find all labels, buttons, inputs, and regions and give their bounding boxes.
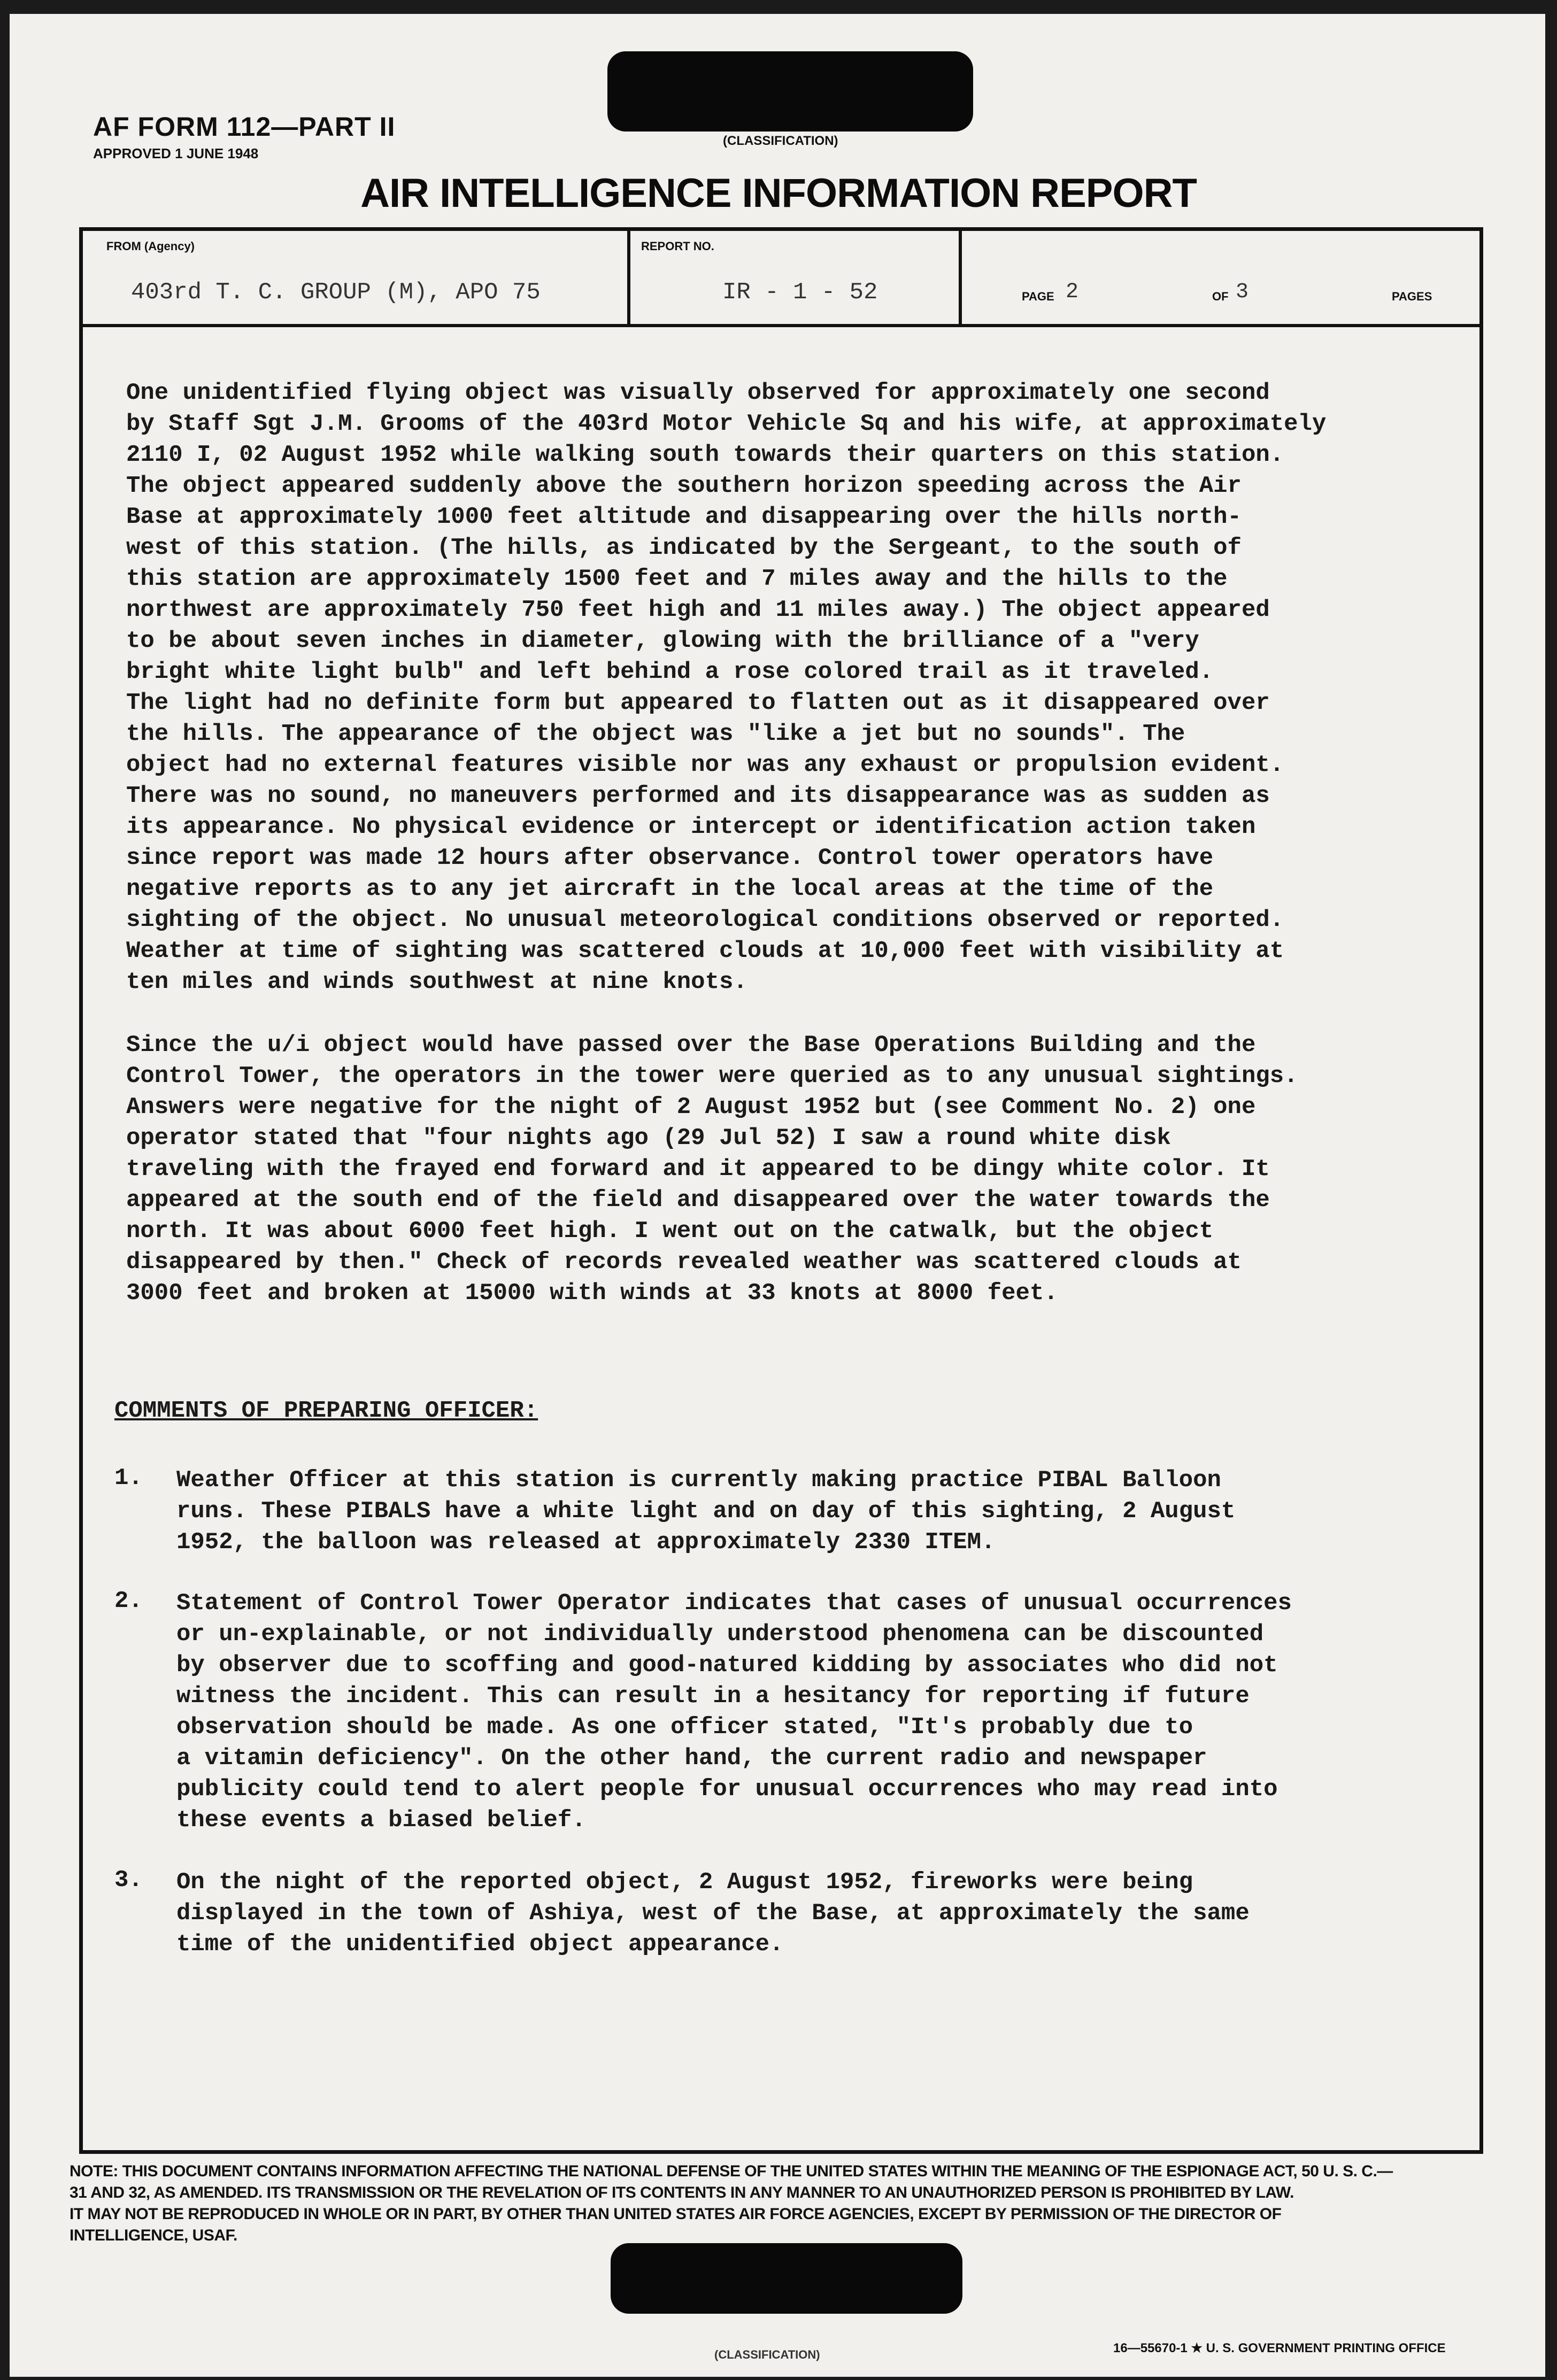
espionage-act-note: NOTE: THIS DOCUMENT CONTAINS INFORMATION AFFECTING THE NATIONAL DEFENSE OF THE UNITED STATES WITHIN THE MEANING OF THE ESPIONAGE ACT, 50 U. S. C.— 31 AND 32, AS AMENDED. ITS TRANSMISSION OR THE REVELATION OF ITS CONTENTS IN ANY MANNER TO AN UNAUTHORIZED PERSON IS PROHIBITED BY LAW. IT MAY NOT BE REPRODUCED IN WHOLE OR IN PART, BY OTHER THAN UNITED STATES AIR FORCE AGENCIES, EXCEPT BY PERMISSION OF THE DIRECTOR OF INTELLIGENCE, USAF. — [70, 2162, 1393, 2244]
classification-label-bottom: (CLASSIFICATION) — [714, 2348, 820, 2361]
form-id: AF FORM 112—PART II — [93, 112, 396, 142]
comment-number-2: 2. — [114, 1588, 143, 1614]
report-title: AIR INTELLIGENCE INFORMATION REPORT — [360, 171, 1197, 216]
comment-text-1: Weather Officer at this station is currently making practice PIBAL Balloon runs. These PIBALS have a white light and on day of this sighting, 2 August 1952, the balloon was released at approximately 2330 ITEM. — [176, 1467, 1236, 1556]
comments-heading: COMMENTS OF PREPARING OFFICER: — [114, 1397, 538, 1424]
comment-number-3: 3. — [114, 1867, 143, 1894]
comment-number-1: 1. — [114, 1465, 143, 1492]
printing-office-info: 16—55670-1 ★ U. S. GOVERNMENT PRINTING OFFICE — [1113, 2341, 1446, 2355]
report-header-row — [83, 231, 1479, 327]
of-value: 3 — [1236, 280, 1249, 304]
body-paragraph-1: One unidentified flying object was visually observed for approximately one second by Staff Sgt J.M. Grooms of the 403rd Motor Vehicle Sq and his wife, at approximately 2110 I, 02 August 1952 while walking south towards their quarters on this station. The object appeared suddenly above the southern horizon speeding across the Air Base at approximately 1000 feet altitude and disappearing over the hills north- west of this station. (The hills, as indicated by the Sergeant, to the south of this station are approximately 1500 feet and 7 miles away and the hills to the northwest are approximately 750 feet high and 11 miles away.) The object appeared to be about seven inches in diameter, glowing with the brilliance of a "very bright white light bulb" and left behind a rose colored trail as it traveled. The light had no definite form but appeared to flatten out as it disappeared over the hills. The appearance of the object was "like a jet but no sounds". The object had no external features visible nor was any exhaust or propulsion evident. There was no sound, no maneuvers performed and its disappearance was as sudden as its appearance. No physical evidence or intercept or identification action taken since report was made 12 hours after observance. Control tower operators have negative reports as to any jet aircraft in the local areas at the time of the sighting of the object. No unusual meteorological conditions observed or reported. Weather at time of sighting was scattered clouds at 10,000 feet with visibility at ten miles and winds southwest at nine knots. — [126, 380, 1327, 995]
comment-text-3: On the night of the reported object, 2 August 1952, fireworks were being displayed in the town of Ashiya, west of the Base, at approximately the same time of the unidentified object appearance. — [176, 1869, 1250, 1958]
redaction-top — [607, 51, 973, 132]
from-label: FROM (Agency) — [106, 239, 195, 253]
page-value: 2 — [1066, 280, 1079, 304]
report-no-label: REPORT NO. — [641, 239, 714, 253]
page-label: PAGE — [1022, 290, 1054, 303]
classification-label-top: (CLASSIFICATION) — [723, 134, 838, 148]
body-paragraph-2: Since the u/i object would have passed over the Base Operations Building and the Control Tower, the operators in the tower were queried as to any unusual sightings. Answers were negative for the night of 2 August 1952 but (see Comment No. 2) one operator stated that "four nights ago (29 Jul 52) I saw a round white disk traveling with the frayed end forward and it appeared to be dingy white color. It appeared at the south end of the field and disappeared over the water towards the north. It was about 6000 feet high. I went out on the catwalk, but the object disappeared by then." Check of records revealed weather was scattered clouds at 3000 feet and broken at 15000 with winds at 33 knots at 8000 feet. — [126, 1032, 1298, 1307]
from-value: 403rd T. C. GROUP (M), APO 75 — [131, 279, 541, 306]
form-approved-date: APPROVED 1 JUNE 1948 — [93, 145, 259, 161]
redaction-bottom — [611, 2243, 962, 2314]
pages-label: PAGES — [1392, 290, 1432, 303]
of-label: OF — [1212, 290, 1229, 303]
report-no-value: IR - 1 - 52 — [722, 279, 878, 306]
comment-text-2: Statement of Control Tower Operator indicates that cases of unusual occurrences or un-explainable, or not individually understood phenomena can be discounted by observer due to scoffing and good-natured kidding by associates who did not witness the incident. This can result in a hesitancy for reporting if future observation should be made. As one officer stated, "It's probably due to a vitamin deficiency". On the other hand, the current radio and newspaper publicity could tend to alert people for unusual occurrences who may read into these events a biased belief. — [176, 1590, 1292, 1834]
